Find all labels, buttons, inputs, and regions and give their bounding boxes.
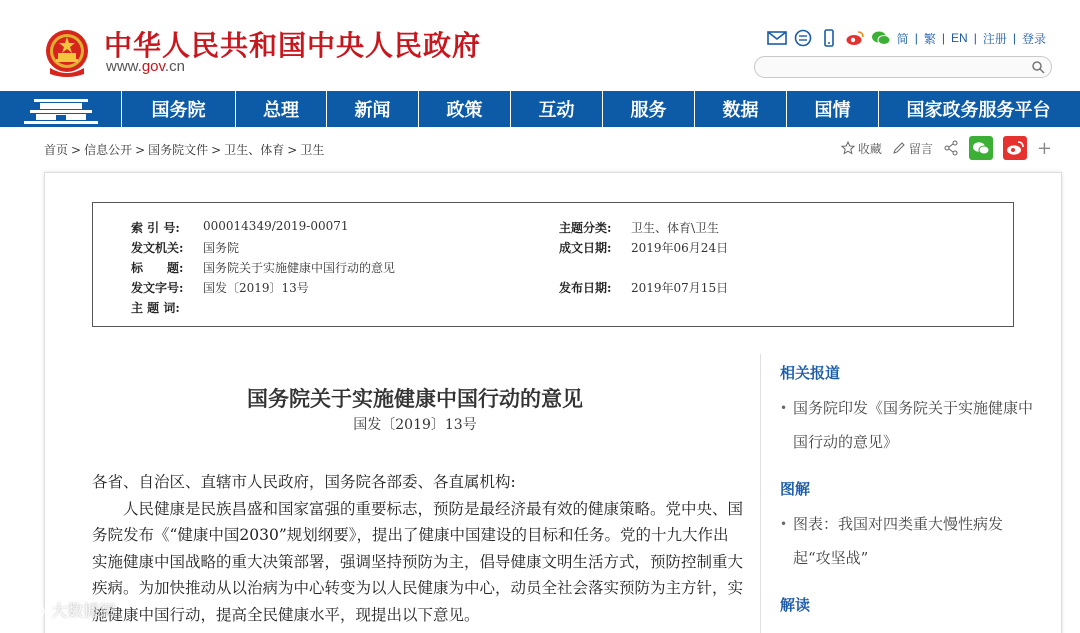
favorite-label: 收藏	[857, 141, 882, 156]
watermark-text: 大数據網	[51, 601, 116, 620]
breadcrumb-docs[interactable]: 国务院文件	[148, 143, 209, 157]
url-prefix: www.	[106, 58, 142, 75]
graphic-heading-label: 图解	[780, 480, 811, 498]
breadcrumb-info[interactable]: 信息公开	[84, 143, 133, 157]
wechat-icon[interactable]	[871, 29, 891, 47]
nav-item-state-council[interactable]: 国务院	[122, 91, 236, 127]
meta-date-value: 2019年06月24日	[631, 241, 729, 255]
register-link[interactable]: 注册	[982, 31, 1007, 46]
meta-category-value: 卫生、体育\卫生	[631, 221, 720, 235]
divider: |	[941, 31, 946, 45]
sidebar-divider	[760, 354, 761, 633]
site-header	[0, 0, 1080, 91]
header-tools	[767, 29, 1046, 47]
weibo-share-button[interactable]	[1003, 136, 1027, 160]
url-suffix: .cn	[164, 58, 185, 75]
nav-item-service-platform[interactable]: 国家政务服务平台	[906, 100, 1051, 121]
graphic-heading	[780, 478, 810, 499]
breadcrumb-health[interactable]: 卫生	[300, 143, 325, 157]
meta-category-label: 主题分类:	[559, 221, 612, 235]
nav-item-data[interactable]: 数据	[695, 91, 787, 127]
divider: |	[973, 31, 977, 45]
nav-item-policy[interactable]: 政策	[419, 91, 511, 127]
main-nav	[0, 91, 1080, 127]
login-link[interactable]: 登录	[1021, 31, 1046, 46]
meta-publish-value: 2019年07月15日	[631, 281, 729, 295]
message-icon[interactable]	[793, 29, 813, 47]
meta-keywords-label: 主 题 词:	[131, 301, 180, 315]
graphic-list	[780, 507, 1040, 575]
meta-title-label: 标 题:	[131, 261, 184, 275]
divider: |	[1012, 31, 1016, 45]
weibo-icon	[1006, 140, 1024, 156]
breadcrumb-health-sports[interactable]: 卫生、体育	[224, 143, 285, 157]
star-icon	[841, 141, 855, 155]
salutation: 各省、自治区、直辖市人民政府，国务院各部委、各直属机构:	[92, 473, 516, 491]
wechat-share-button[interactable]	[969, 136, 993, 160]
search-input[interactable]	[754, 56, 1052, 78]
more-share-button[interactable]: +	[1036, 137, 1052, 159]
share-bar	[841, 136, 1052, 160]
meta-publish-label: 发布日期:	[559, 281, 612, 295]
document-number: 国发〔2019〕13号	[353, 417, 477, 433]
breadcrumb	[44, 141, 324, 158]
document-body	[92, 469, 744, 628]
nav-item-services[interactable]: 服务	[603, 91, 695, 127]
interpret-heading	[780, 594, 810, 615]
nav-item-premier[interactable]: 总理	[236, 91, 327, 127]
nav-item-interaction[interactable]: 互动	[511, 91, 603, 127]
divider: |	[914, 31, 918, 45]
wechat-icon	[972, 140, 990, 156]
mobile-icon[interactable]	[819, 29, 839, 47]
tiananmen-logo[interactable]	[0, 91, 122, 127]
meta-date-label: 成文日期:	[559, 241, 612, 255]
comment-label: 留言	[908, 141, 933, 156]
meta-docno-value: 国发〔2019〕13号	[203, 281, 309, 295]
meta-issuer-label: 发文机关:	[131, 241, 184, 255]
related-link[interactable]: • 国务院印发《国务院关于实施健康中国行动的意见》	[780, 391, 1040, 459]
site-title[interactable]: 中华人民共和国中央人民政府	[104, 29, 482, 62]
lang-simplified[interactable]: 简	[896, 31, 909, 46]
related-heading	[780, 362, 840, 383]
search-icon[interactable]	[1031, 60, 1045, 74]
nav-item-national-info[interactable]: 国情	[787, 91, 879, 127]
meta-issuer-value: 国务院	[203, 241, 240, 255]
comment-button[interactable]	[892, 140, 933, 157]
breadcrumb-separator: >	[211, 143, 222, 157]
related-list	[780, 391, 1040, 459]
national-emblem-icon[interactable]	[44, 28, 90, 78]
breadcrumb-home[interactable]: 首页	[44, 143, 69, 157]
share-icon[interactable]	[943, 140, 959, 156]
weibo-watermark-icon	[6, 601, 46, 623]
body-paragraph: 人民健康是民族昌盛和国家富强的重要标志，预防是最经济最有效的健康策略。党中央、国务院发布《“健康中国2030”规划纲要》，提出了健康中国建设的目标和任务。党的十九大作出实施健康中国战略的重大决策部署，强调坚持预防为主，倡导健康文明生活方式，预防控制重大疾病。为加快推动从以治病为中心转变为以人民健康为中心，动员全社会落实预防为主方针，实施健康中国行动，提高全民健康水平，现提出以下意见。	[92, 499, 744, 624]
meta-index-label: 索 引 号:	[131, 221, 180, 235]
related-heading-label: 相关报道	[780, 364, 841, 382]
meta-title-value: 国务院关于实施健康中国行动的意见	[203, 261, 396, 275]
document-metadata-table	[92, 202, 1014, 327]
tiananmen-icon	[0, 91, 122, 127]
url-brand: gov	[141, 58, 165, 75]
breadcrumb-separator: >	[135, 143, 146, 157]
lang-english[interactable]: EN	[951, 31, 968, 45]
site-url[interactable]	[106, 58, 185, 75]
document-title: 国务院关于实施健康中国行动的意见	[247, 386, 583, 411]
watermark	[6, 598, 115, 623]
breadcrumb-separator: >	[287, 143, 298, 157]
breadcrumb-separator: >	[71, 143, 82, 157]
mail-icon[interactable]	[767, 29, 787, 47]
weibo-icon[interactable]	[845, 29, 865, 47]
meta-index-value: 000014349/2019-00071	[203, 219, 349, 233]
pencil-icon	[892, 141, 906, 155]
meta-docno-label: 发文字号:	[131, 281, 184, 295]
lang-traditional[interactable]: 繁	[923, 31, 936, 46]
nav-item-news[interactable]: 新闻	[327, 91, 419, 127]
interpret-heading-label: 解读	[780, 596, 811, 614]
favorite-button[interactable]	[841, 140, 882, 157]
graphic-link[interactable]: • 图表：我国对四类重大慢性病发起“攻坚战”	[780, 507, 1040, 575]
